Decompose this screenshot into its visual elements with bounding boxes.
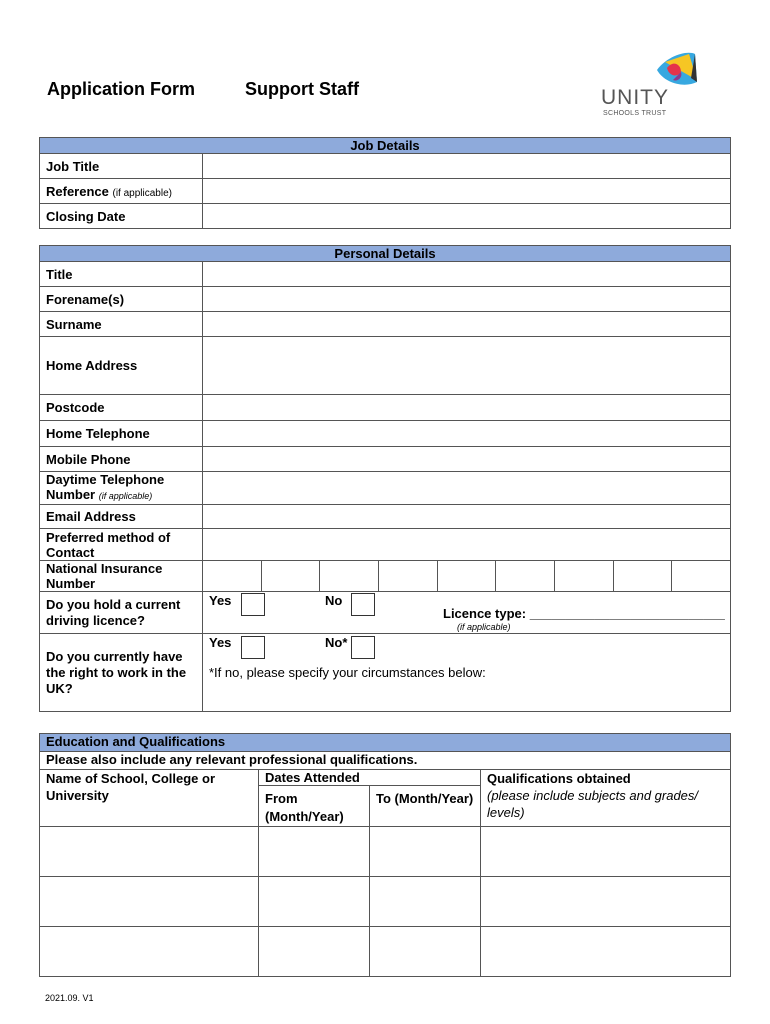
- from-cell[interactable]: [259, 927, 370, 977]
- postcode-field[interactable]: [203, 395, 731, 421]
- preferred-contact-label: Preferred method of Contact: [40, 529, 203, 561]
- right-yes-checkbox[interactable]: [241, 636, 265, 659]
- reference-label: Reference (if applicable): [40, 179, 203, 204]
- job-title-field[interactable]: [203, 154, 731, 179]
- home-telephone-field[interactable]: [203, 421, 731, 447]
- to-cell[interactable]: [370, 877, 481, 927]
- ni-box[interactable]: [203, 561, 262, 592]
- education-table: [39, 733, 731, 977]
- ni-box[interactable]: [554, 561, 613, 592]
- title-field[interactable]: [203, 262, 731, 287]
- home-telephone-label: Home Telephone: [40, 421, 203, 447]
- surname-field[interactable]: [203, 312, 731, 337]
- licence-no-checkbox[interactable]: [351, 593, 375, 616]
- ni-box[interactable]: [378, 561, 437, 592]
- email-field[interactable]: [203, 505, 731, 529]
- right-no-label: No*: [325, 635, 348, 650]
- driving-licence-options: [203, 592, 731, 634]
- education-heading: Education and Qualifications: [40, 734, 731, 752]
- surname-label: Surname: [40, 312, 203, 337]
- logo-subtitle: SCHOOLS TRUST: [603, 110, 667, 117]
- ni-box[interactable]: [437, 561, 496, 592]
- right-yes-label: Yes: [209, 635, 232, 650]
- closing-date-field[interactable]: [203, 204, 731, 229]
- form-title: [47, 79, 359, 100]
- col-to-header: To (Month/Year): [370, 786, 481, 827]
- page-subtitle: Support Staff: [245, 79, 359, 99]
- school-cell[interactable]: [40, 877, 259, 927]
- driving-licence-label: Do you hold a current driving licence?: [40, 592, 203, 634]
- personal-details-heading: Personal Details: [40, 246, 731, 262]
- col-dates-header: Dates Attended: [259, 770, 481, 786]
- ni-box[interactable]: [320, 561, 379, 592]
- ni-number-label: National Insurance Number: [40, 561, 203, 592]
- reference-field[interactable]: [203, 179, 731, 204]
- forenames-label: Forename(s): [40, 287, 203, 312]
- right-to-work-instructions: *If no, please specify your circumstances below:: [209, 665, 486, 680]
- school-cell[interactable]: [40, 827, 259, 877]
- ni-box[interactable]: [613, 561, 672, 592]
- postcode-label: Postcode: [40, 395, 203, 421]
- page-title: Application Form: [47, 79, 195, 99]
- mobile-phone-label: Mobile Phone: [40, 447, 203, 472]
- school-cell[interactable]: [40, 927, 259, 977]
- closing-date-label: Closing Date: [40, 204, 203, 229]
- col-from-header: From (Month/Year): [259, 786, 370, 827]
- preferred-contact-field[interactable]: [203, 529, 731, 561]
- daytime-telephone-field[interactable]: [203, 472, 731, 505]
- job-details-heading: Job Details: [40, 138, 731, 154]
- ni-box[interactable]: [496, 561, 555, 592]
- qual-cell[interactable]: [481, 827, 731, 877]
- title-label: Title: [40, 262, 203, 287]
- daytime-telephone-label: Daytime Telephone Number (if applicable): [40, 472, 203, 505]
- right-no-checkbox[interactable]: [351, 636, 375, 659]
- forenames-field[interactable]: [203, 287, 731, 312]
- mobile-phone-field[interactable]: [203, 447, 731, 472]
- version-footer: 2021.09. V1: [45, 993, 94, 1003]
- licence-type-note: (if applicable): [457, 622, 511, 632]
- from-cell[interactable]: [259, 827, 370, 877]
- education-note: Please also include any relevant professional qualifications.: [40, 752, 731, 770]
- home-address-field[interactable]: [203, 337, 731, 395]
- logo-name: UNITY: [601, 86, 669, 109]
- home-address-label: Home Address: [40, 337, 203, 395]
- job-title-label: Job Title: [40, 154, 203, 179]
- ni-box[interactable]: [672, 561, 731, 592]
- col-qual-header: Qualifications obtained (please include subjects and grades/ levels): [481, 770, 731, 827]
- personal-details-table: [39, 245, 731, 712]
- licence-no-label: No: [325, 593, 343, 608]
- to-cell[interactable]: [370, 927, 481, 977]
- qual-cell[interactable]: [481, 927, 731, 977]
- right-to-work-label: Do you currently have the right to work in the UK?: [40, 634, 203, 712]
- job-details-table: [39, 137, 731, 229]
- logo-mark-icon: [597, 48, 707, 90]
- ni-box[interactable]: [261, 561, 320, 592]
- right-to-work-options: [203, 634, 731, 712]
- to-cell[interactable]: [370, 827, 481, 877]
- qual-cell[interactable]: [481, 877, 731, 927]
- col-school-header: Name of School, College or University: [40, 770, 259, 827]
- email-label: Email Address: [40, 505, 203, 529]
- licence-yes-label: Yes: [209, 593, 232, 608]
- unity-logo: [597, 48, 707, 120]
- licence-yes-checkbox[interactable]: [241, 593, 265, 616]
- licence-type-field[interactable]: Licence type: ___________________________: [443, 606, 725, 621]
- from-cell[interactable]: [259, 877, 370, 927]
